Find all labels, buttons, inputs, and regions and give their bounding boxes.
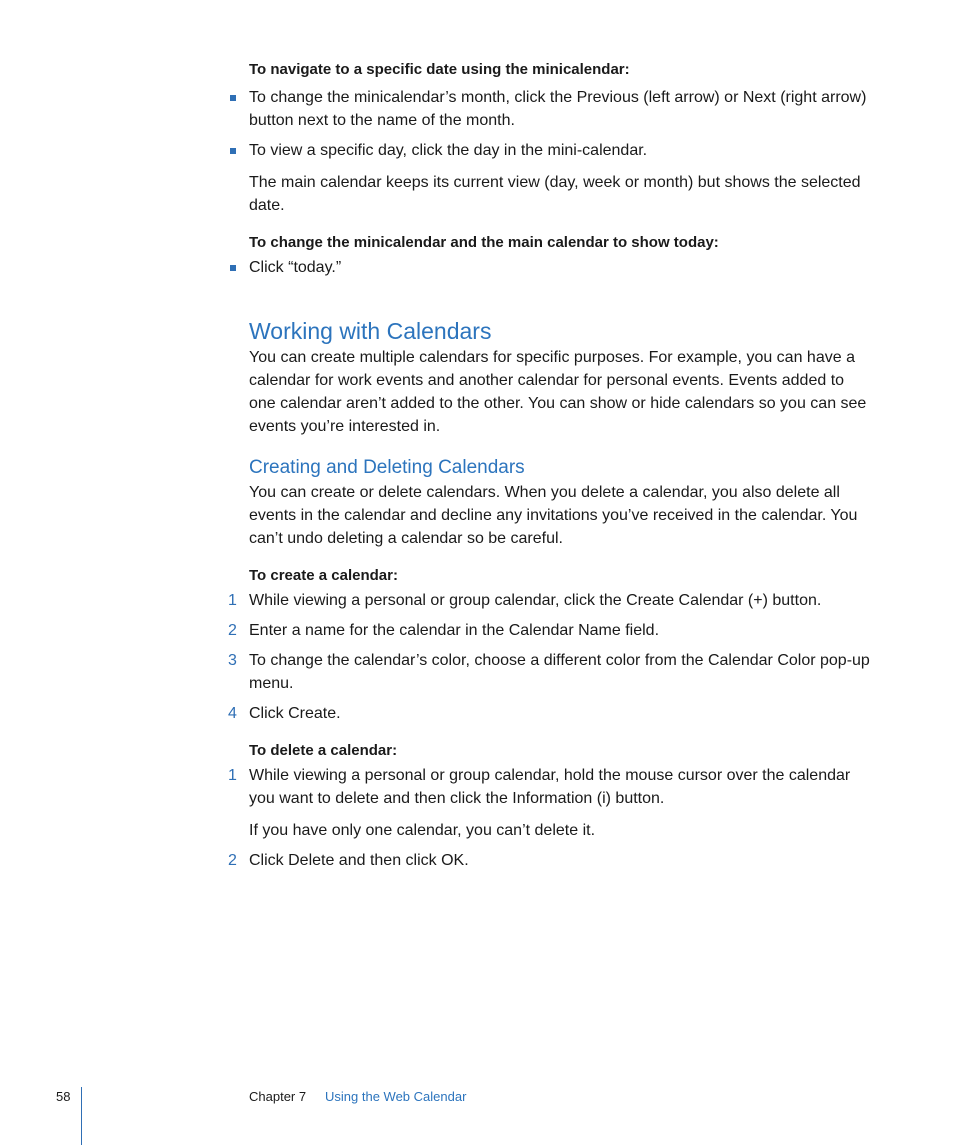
bullet-square-icon	[230, 148, 236, 154]
delete-lead: To delete a calendar:	[249, 742, 398, 759]
section-heading-working: Working with Calendars	[249, 318, 492, 344]
step-item	[228, 764, 874, 810]
step-number: 1	[228, 592, 237, 609]
step-item	[228, 649, 874, 695]
working-body: You can create multiple calendars for specific purposes. For example, you can have a calendar for work events and another calendar for personal events. Events added to one calendar aren’t added to the other. You can show or hide calendars so you can see events you’re interested in.	[249, 349, 867, 435]
page-number: 58	[56, 1089, 71, 1104]
footer-chapter-title: Using the Web Calendar	[325, 1089, 467, 1104]
step-number: 1	[228, 767, 237, 784]
create-lead: To create a calendar:	[249, 567, 398, 584]
step-text: Click Delete and then click OK.	[249, 852, 469, 869]
step-number: 4	[228, 705, 237, 722]
creating-body: You can create or delete calendars. When you delete a calendar, you also delete all events in the calendar and decline any invitations you’ve received in the calendar. You can’t undo deleting a calendar so be careful.	[249, 484, 858, 547]
step-text: While viewing a personal or group calendar, hold the mouse cursor over the calendar you want to delete and then click the Information (i) button.	[249, 767, 851, 807]
step-number: 3	[228, 652, 237, 669]
footer-divider	[81, 1087, 82, 1145]
step-text: While viewing a personal or group calendar, click the Create Calendar (+) button.	[249, 592, 822, 609]
today-lead: To change the minicalendar and the main calendar to show today:	[249, 234, 719, 251]
step-item	[228, 589, 874, 612]
navigate-lead: To navigate to a specific date using the minicalendar:	[249, 61, 630, 78]
delete-note: If you have only one calendar, you can’t delete it.	[249, 822, 596, 839]
step-text: Enter a name for the calendar in the Calendar Name field.	[249, 622, 660, 639]
subsection-heading-creating: Creating and Deleting Calendars	[249, 457, 525, 478]
footer-chapter: Chapter 7	[249, 1089, 307, 1104]
navigate-note: The main calendar keeps its current view (day, week or month) but shows the selected date.	[249, 174, 861, 214]
page-content	[228, 58, 874, 872]
step-text: To change the calendar’s color, choose a different color from the Calendar Color pop-up menu.	[249, 652, 870, 692]
step-item	[228, 619, 874, 642]
bullet-text: To view a specific day, click the day in the mini-calendar.	[249, 142, 648, 159]
bullet-square-icon	[230, 265, 236, 271]
list-item	[249, 86, 874, 132]
step-text: Click Create.	[249, 705, 341, 722]
step-number: 2	[228, 852, 237, 869]
bullet-text: Click “today.”	[249, 259, 342, 276]
list-item	[249, 139, 874, 162]
step-number: 2	[228, 622, 237, 639]
step-item	[228, 702, 874, 725]
bullet-text: To change the minicalendar’s month, click the Previous (left arrow) or Next (right arrow) button next to the name of the month.	[249, 89, 867, 129]
list-item	[249, 256, 874, 279]
step-item	[228, 849, 874, 872]
bullet-square-icon	[230, 95, 236, 101]
